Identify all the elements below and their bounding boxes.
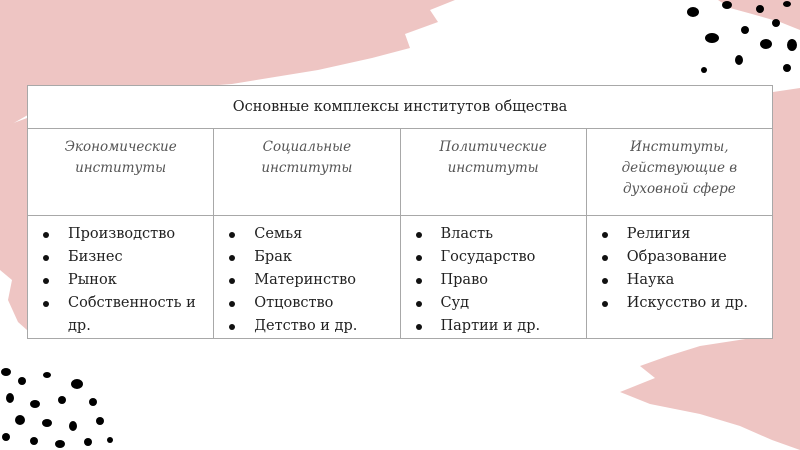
political-institutions-list — [411, 223, 582, 338]
table-header-row — [28, 129, 773, 216]
list-item: Наука — [597, 269, 768, 292]
list-item: Партии и др. — [411, 315, 582, 338]
list-item: Собственность и др. — [38, 292, 209, 338]
list-item: Брак — [224, 246, 395, 269]
social-institutions-list — [224, 223, 395, 338]
institutions-table-container — [27, 85, 773, 339]
column-header-economic: Экономические институты — [28, 129, 214, 216]
list-item: Образование — [597, 246, 768, 269]
list-item: Семья — [224, 223, 395, 246]
table-title: Основные комплексы институтов общества — [28, 86, 773, 129]
list-item: Детство и др. — [224, 315, 395, 338]
economic-institutions-cell — [28, 216, 214, 339]
political-institutions-cell — [400, 216, 586, 339]
list-item: Искусство и др. — [597, 292, 768, 315]
list-item: Государство — [411, 246, 582, 269]
list-item: Бизнес — [38, 246, 209, 269]
list-item: Материнство — [224, 269, 395, 292]
institutions-table — [27, 85, 773, 339]
list-item: Рынок — [38, 269, 209, 292]
spiritual-institutions-cell — [586, 216, 772, 339]
table-body-row — [28, 216, 773, 339]
list-item: Право — [411, 269, 582, 292]
column-header-social: Социальные институты — [214, 129, 400, 216]
column-header-political: Политические институты — [400, 129, 586, 216]
spiritual-institutions-list — [597, 223, 768, 315]
list-item: Отцовство — [224, 292, 395, 315]
list-item: Суд — [411, 292, 582, 315]
social-institutions-cell — [214, 216, 400, 339]
list-item: Власть — [411, 223, 582, 246]
list-item: Религия — [597, 223, 768, 246]
list-item: Производство — [38, 223, 209, 246]
column-header-spiritual: Институты, действующие в духовной сфере — [586, 129, 772, 216]
dots-bottom-left — [1, 368, 113, 448]
table-title-row — [28, 86, 773, 129]
economic-institutions-list — [38, 223, 209, 338]
